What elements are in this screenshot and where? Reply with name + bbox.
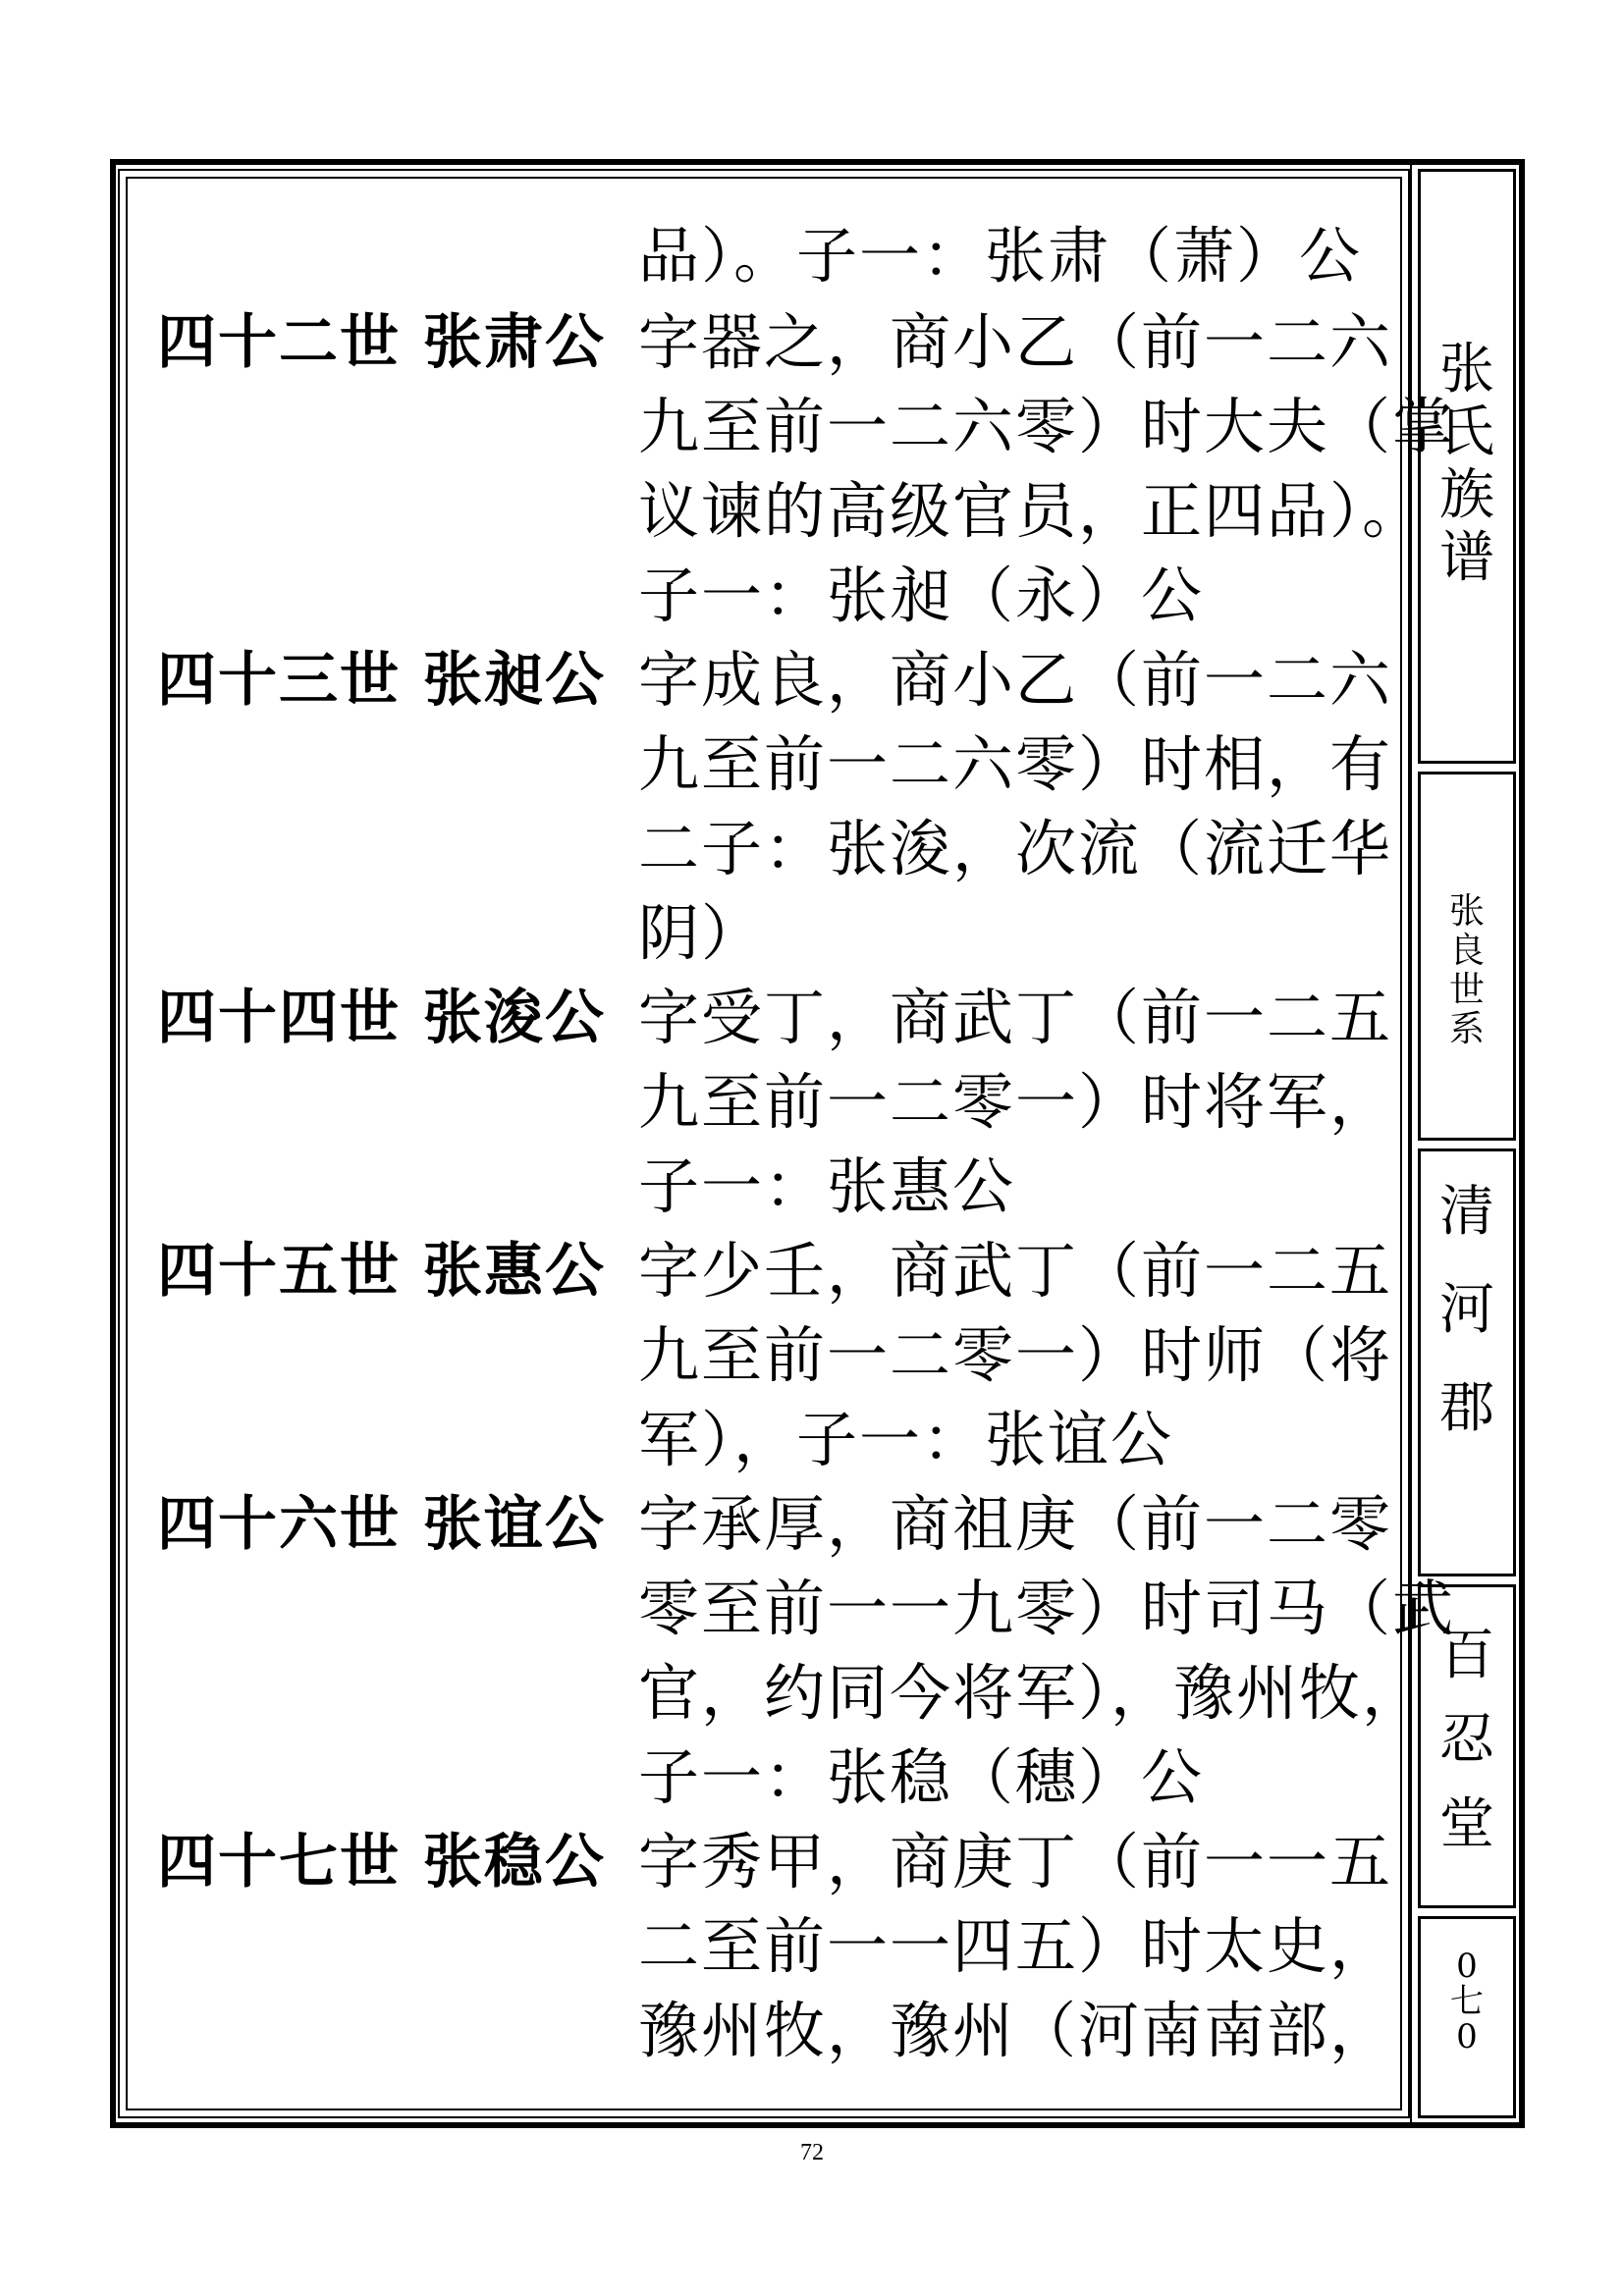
entry-5-line-0: 字承厚，商祖庚（前一二零: [638, 1488, 1393, 1560]
entry-6-line-0: 字秀甲，商庚丁（前一一五: [638, 1826, 1393, 1897]
sidebar-folio-char: 0: [1456, 2017, 1478, 2056]
generation-label-46: 四十六世 张谊公: [157, 1490, 606, 1559]
page-number: 72: [800, 2140, 824, 2165]
entry-3-line-2: 子一：张惠公: [638, 1150, 1016, 1222]
generation-label-45: 四十五世 张惠公: [157, 1237, 606, 1306]
entry-1-line-0: 字器之，商小乙（前一二六: [638, 306, 1393, 378]
generation-label-47: 四十七世 张稳公: [157, 1828, 606, 1896]
entry-1-line-2: 议谏的高级官员，正四品）。: [638, 475, 1426, 547]
sidebar-section-char: 世: [1448, 970, 1485, 1010]
entry-5-line-1: 零至前一一九零）时司马（武: [638, 1573, 1456, 1644]
entry-5-line-3: 子一：张稳（穗）公: [638, 1741, 1205, 1813]
entry-1-line-3: 子一：张昶（永）公: [638, 560, 1205, 631]
sidebar-section-char: 系: [1448, 1009, 1485, 1049]
entry-2-line-3: 阴）: [638, 897, 765, 969]
entry-4-line-0: 字少壬，商武丁（前一二五: [638, 1235, 1393, 1307]
sidebar-hall-char: 堂: [1439, 1792, 1494, 1856]
generation-label-43: 四十三世 张昶公: [157, 646, 606, 715]
sidebar-hall-char: 忍: [1439, 1708, 1494, 1772]
entry-0-line-0: 品）。子一：张肃（萧）公: [638, 220, 1363, 292]
sidebar-folio-char: 0: [1456, 1947, 1478, 1986]
sidebar-folio-char: 七: [1450, 1982, 1484, 2021]
entry-2-line-0: 字成良，商小乙（前一二六: [638, 644, 1393, 716]
entry-2-line-1: 九至前一二六零）时相，有: [638, 728, 1393, 800]
entry-3-line-1: 九至前一二零一）时将军，: [638, 1066, 1393, 1138]
sidebar-hall-char: 百: [1439, 1624, 1494, 1687]
sidebar-commandery-box: [1418, 1148, 1516, 1576]
entry-2-line-2: 二子：张浚，次流（流迁华: [638, 813, 1393, 884]
sidebar-section-box: [1418, 772, 1516, 1141]
entry-4-line-1: 九至前一二零一）时师（将: [638, 1319, 1393, 1391]
generation-label-42: 四十二世 张肃公: [157, 308, 606, 377]
sidebar-folio-box: [1418, 1916, 1516, 2118]
sidebar-commandery-char: 河: [1439, 1278, 1494, 1342]
sidebar-hall-box: [1418, 1584, 1516, 1908]
sidebar-title-char: 谱: [1439, 526, 1494, 590]
entry-4-line-2: 军），子一：张谊公: [638, 1404, 1174, 1475]
sidebar-title-char: 张: [1439, 338, 1494, 401]
sidebar-section-char: 良: [1448, 931, 1485, 971]
sidebar-title-char: 族: [1439, 463, 1494, 527]
sidebar-title-char: 氏: [1439, 400, 1494, 464]
entry-1-line-1: 九至前一二六零）时大夫（掌: [638, 391, 1456, 462]
sidebar-title-box: [1418, 169, 1516, 764]
generation-label-44: 四十四世 张浚公: [157, 984, 606, 1052]
entry-3-line-0: 字受丁，商武丁（前一二五: [638, 982, 1393, 1053]
entry-6-line-2: 豫州牧，豫州（河南南部，: [638, 1995, 1393, 2066]
sidebar-commandery-char: 郡: [1439, 1376, 1494, 1440]
entry-5-line-2: 官，约同今将军），豫州牧，: [638, 1657, 1426, 1729]
sidebar-section-char: 张: [1448, 891, 1485, 932]
entry-6-line-1: 二至前一一四五）时太史，: [638, 1910, 1393, 1982]
sidebar-commandery-char: 清: [1439, 1180, 1494, 1244]
